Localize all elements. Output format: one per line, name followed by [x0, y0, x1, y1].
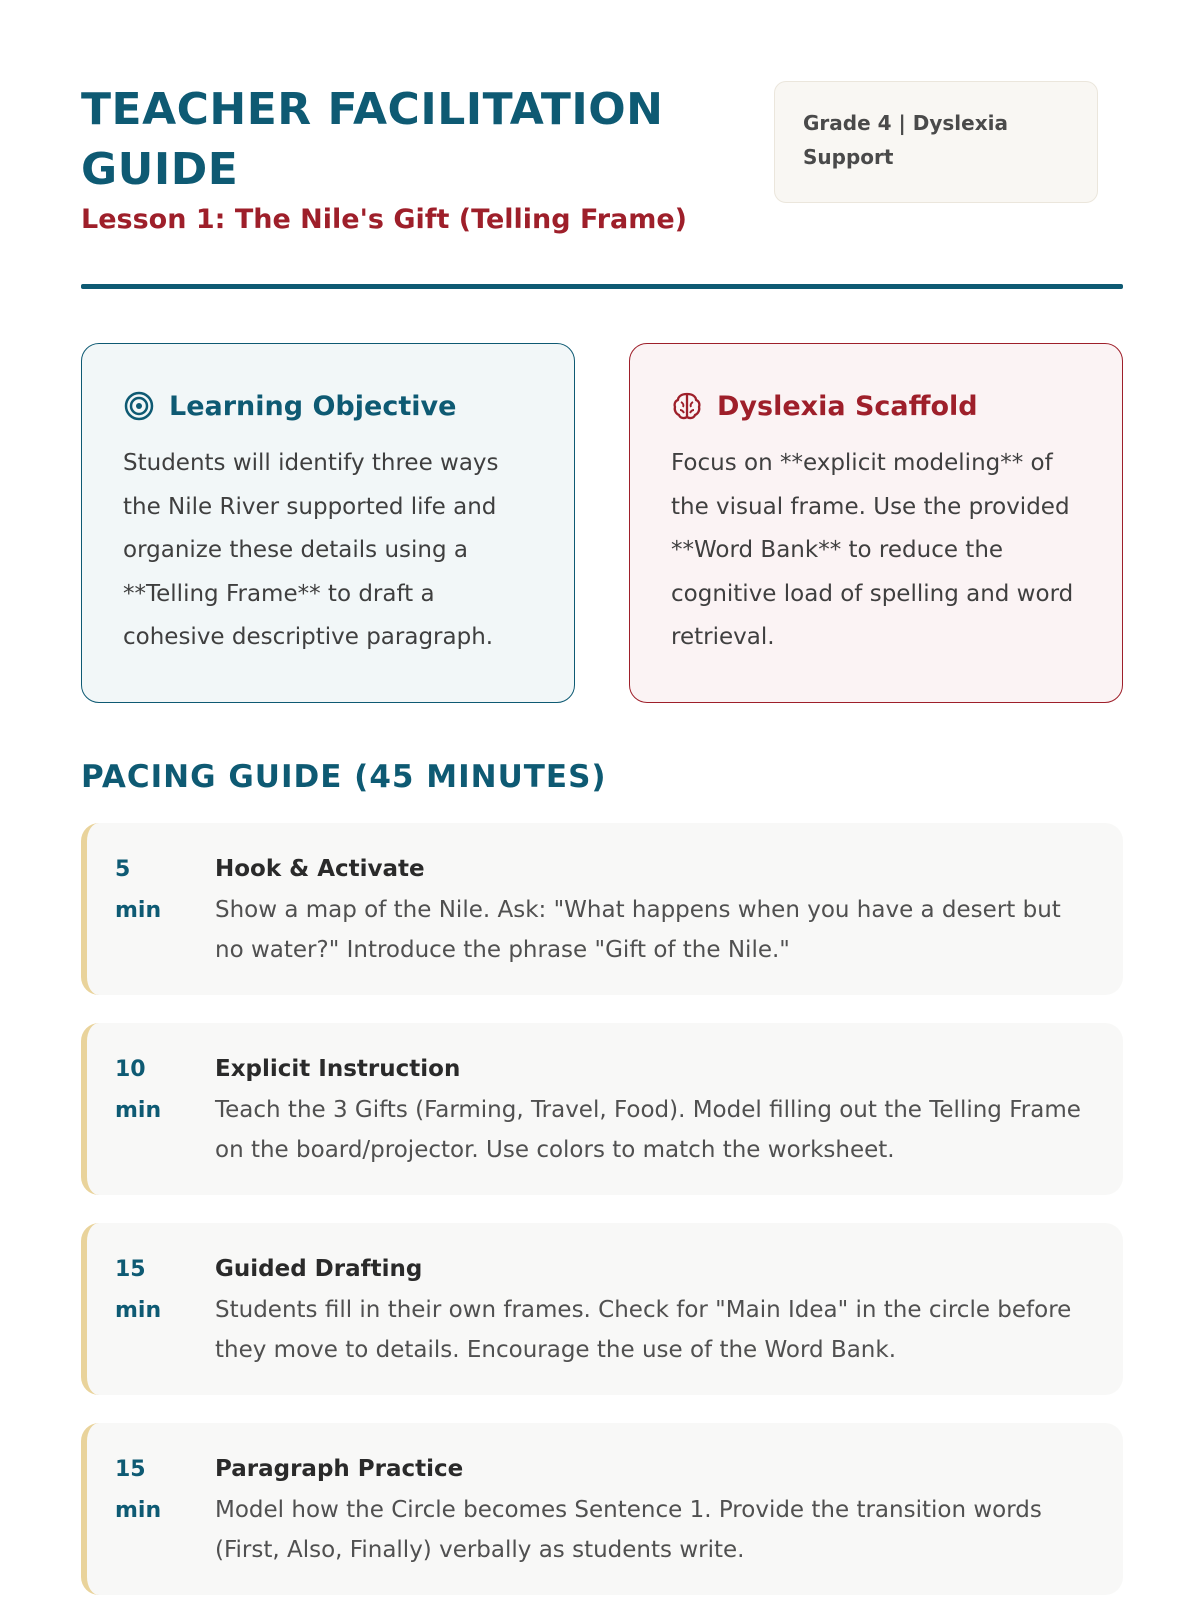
pacing-content [215, 849, 1095, 995]
header-divider [81, 284, 1123, 289]
brain-icon [671, 390, 703, 422]
pacing-item [81, 823, 1123, 995]
dyslexia-scaffold-title: Dyslexia Scaffold [717, 390, 978, 422]
page-title-line-2: GUIDE [81, 144, 239, 195]
page-title [81, 80, 761, 200]
pacing-item-desc: Teach the 3 Gifts (Farming, Travel, Food). Model filling out the Telling Frame on the board/projector. Use colors to match the worksheet. [215, 1097, 1081, 1163]
pacing-minutes: 15 [115, 1257, 146, 1282]
pacing-item-title: Guided Drafting [215, 1256, 423, 1282]
pacing-item [81, 1423, 1123, 1595]
pacing-content [215, 1449, 1095, 1595]
learning-objective-header [123, 388, 534, 424]
pacing-minutes: 5 [115, 857, 131, 882]
pacing-unit: min [115, 1298, 162, 1323]
lesson-subtitle: Lesson 1: The Nile's Gift (Telling Frame) [81, 204, 688, 235]
pacing-minutes: 10 [115, 1057, 146, 1082]
grade-badge-line-2: Support [803, 145, 894, 169]
dyslexia-scaffold-header [671, 388, 1082, 424]
grade-badge [774, 81, 1098, 203]
page-title-line-1: TEACHER FACILITATION [81, 84, 664, 135]
pacing-content [215, 1049, 1095, 1195]
pacing-list [81, 823, 1123, 1595]
pacing-item-desc: Model how the Circle becomes Sentence 1. Provide the transition words (First, Also, Finally) verbally as students write. [215, 1497, 1042, 1563]
learning-objective-text: Students will identify three ways the Nile River supported life and organize these details using a **Telling Frame** to draft a cohesive descriptive paragraph. [123, 450, 499, 650]
pacing-content [215, 1249, 1095, 1395]
pacing-guide-title: PACING GUIDE (45 MINUTES) [81, 759, 607, 795]
pacing-unit: min [115, 1098, 162, 1123]
dyslexia-scaffold-text: Focus on **explicit modeling** of the visual frame. Use the provided **Word Bank** to reduce the cognitive load of spelling and word retrieval. [671, 450, 1074, 650]
pacing-item-title: Explicit Instruction [215, 1056, 461, 1082]
learning-objective-card [81, 343, 575, 703]
pacing-item-title: Paragraph Practice [215, 1456, 464, 1482]
pacing-time [115, 849, 215, 995]
pacing-time [115, 1049, 215, 1195]
dyslexia-scaffold-card [629, 343, 1123, 703]
pacing-item [81, 1023, 1123, 1195]
pacing-time [115, 1449, 215, 1595]
pacing-time [115, 1249, 215, 1395]
grade-badge-line-1: Grade 4 | Dyslexia [803, 111, 1008, 135]
info-cards [81, 343, 1123, 703]
page-header [81, 80, 1098, 240]
pacing-item-title: Hook & Activate [215, 856, 425, 882]
pacing-unit: min [115, 898, 162, 923]
pacing-item [81, 1223, 1123, 1395]
target-icon [123, 390, 155, 422]
title-block [81, 80, 761, 240]
pacing-unit: min [115, 1498, 162, 1523]
pacing-item-desc: Show a map of the Nile. Ask: "What happens when you have a desert but no water?" Introduce the phrase "Gift of the Nile." [215, 897, 1061, 963]
pacing-minutes: 15 [115, 1457, 146, 1482]
learning-objective-title: Learning Objective [169, 390, 457, 422]
pacing-item-desc: Students fill in their own frames. Check for "Main Idea" in the circle before they move to details. Encourage the use of the Word Bank. [215, 1297, 1072, 1363]
